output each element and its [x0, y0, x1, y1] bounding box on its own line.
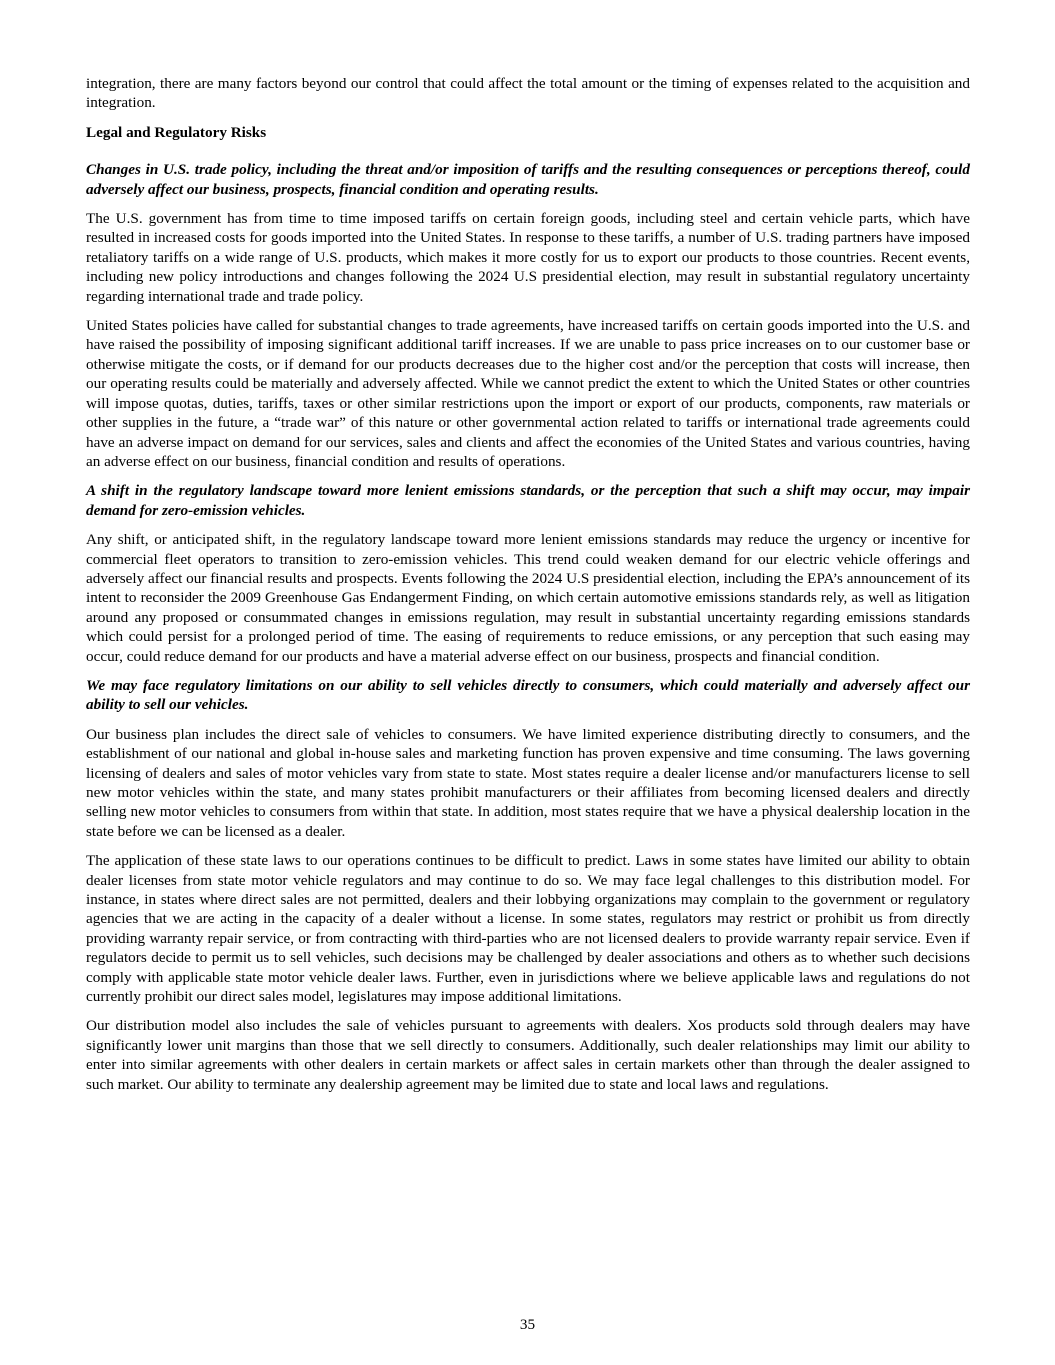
risk-heading-trade-policy: Changes in U.S. trade policy, including the threat and/or imposition of tariffs and the resulting consequences or perceptions thereof, could adversely affect our business, prospects, financial condition and operating results. [86, 161, 970, 198]
body-paragraph: United States policies have called for substantial changes to trade agreements, have increased tariffs on certain goods imported into the U.S. and have raised the possibility of imposing significant additional tariff increases. If we are unable to pass price increases on to our customer base or otherwise mitigate the costs, or if demand for our products decreases due to the higher cost and/or the perception that costs will increase, then our operating results could be materially and adversely affected. While we cannot predict the extent to which the United States or other countries will impose quotas, duties, tariffs, taxes or other similar restrictions upon the import or export of our products, components, raw materials or other supplies in the future, a “trade war” of this nature or other governmental action related to tariffs or international trade agreements could have an adverse impact on demand for our services, sales and clients and affect the economies of the United States and various countries, having an adverse effect on our business, financial condition and results of operations. [86, 317, 970, 470]
body-paragraph: Any shift, or anticipated shift, in the regulatory landscape toward more lenient emissions standards may reduce the urgency or incentive for commercial fleet operators to transition to zero-emission vehicles. This trend could weaken demand for our electric vehicle offerings and adversely affect our financial results and prospects. Events following the 2024 U.S presidential election, including the EPA’s announcement of its intent to reconsider the 2009 Greenhouse Gas Endangerment Finding, on which certain automotive emissions standards rely, as well as litigation around any proposed or consummated changes in emissions regulation, may result in substantial uncertainty regarding emissions standards which could persist for a prolonged period of time. The easing of requirements to reduce emissions, or any perception that such easing may occur, could reduce demand for our products and have a material adverse effect on our business, prospects and financial condition. [86, 531, 970, 665]
risk-heading-direct-sales: We may face regulatory limitations on our ability to sell vehicles directly to consumers, which could materially and adversely affect our ability to sell our vehicles. [86, 676, 970, 714]
page-number: 35 [519, 1316, 536, 1333]
body-paragraph: The U.S. government has from time to time imposed tariffs on certain foreign goods, including steel and certain vehicle parts, which have resulted in increased costs for goods imported into the United States. In response to these tariffs, a number of U.S. trading partners have imposed retaliatory tariffs on a wide range of U.S. products, which makes it more costly for us to export our products to those countries. Recent events, including new policy introductions and changes following the 2024 U.S presidential election, may result in substantial regulatory uncertainty regarding international trade and trade policy. [86, 210, 970, 305]
body-paragraph: Our distribution model also includes the sale of vehicles pursuant to agreements with dealers. Xos products sold through dealers may have significantly lower unit margins than those that we sell directly to consumers. Additionally, such dealer relationships may limit our ability to enter into similar agreements with other dealers in certain markets or affect sales in certain markets other than through the dealer assigned to such market. Our ability to terminate any dealership agreement may be limited due to state and local laws and regulations. [86, 1017, 970, 1093]
body-paragraph: Our business plan includes the direct sale of vehicles to consumers. We have limited experience distributing directly to consumers, and the establishment of our national and global in-house sales and marketing function has proven expensive and time consuming. The laws governing licensing of dealers and sales of motor vehicles vary from state to state. Most states require a dealer license and/or manufacturers license to sell new motor vehicles within the state, and many states prohibit manufacturers or their affiliates from becoming licensed dealers and directly selling new motor vehicles to consumers from within that state. In addition, most states require that we have a physical dealership location in the state before we can be licensed as a dealer. [86, 725, 970, 840]
risk-heading-emissions: A shift in the regulatory landscape toward more lenient emissions standards, or the perception that such a shift may occur, may impair demand for zero-emission vehicles. [86, 482, 970, 519]
body-paragraph: The application of these state laws to our operations continues to be difficult to predict. Laws in some states have limited our ability to obtain dealer licenses from state motor vehicle regulators and may continue to do so. We may face legal challenges to this distribution model. For instance, in states where direct sales are not permitted, dealers and their lobbying organizations may complain to the government or regulatory agencies that we are acting in the capacity of a dealer without a license. In some states, regulators may restrict or prohibit us from directly providing warranty repair service, or from contracting with third-parties who are not licensed dealers to provide warranty repair service. Even if regulators decide to permit us to sell vehicles, such decisions may be challenged by dealer associations and others as to whether such decisions comply with applicable state motor vehicle dealer laws. Further, even in jurisdictions where we believe applicable laws and regulations do not currently prohibit our direct sales model, legislatures may impose additional limitations. [86, 852, 970, 1006]
section-title: Legal and Regulatory Risks [86, 123, 267, 141]
intro-paragraph: integration, there are many factors beyond our control that could affect the total amount or the timing of expenses related to the acquisition and integration. [86, 75, 970, 112]
document-page [86, 74, 970, 1104]
